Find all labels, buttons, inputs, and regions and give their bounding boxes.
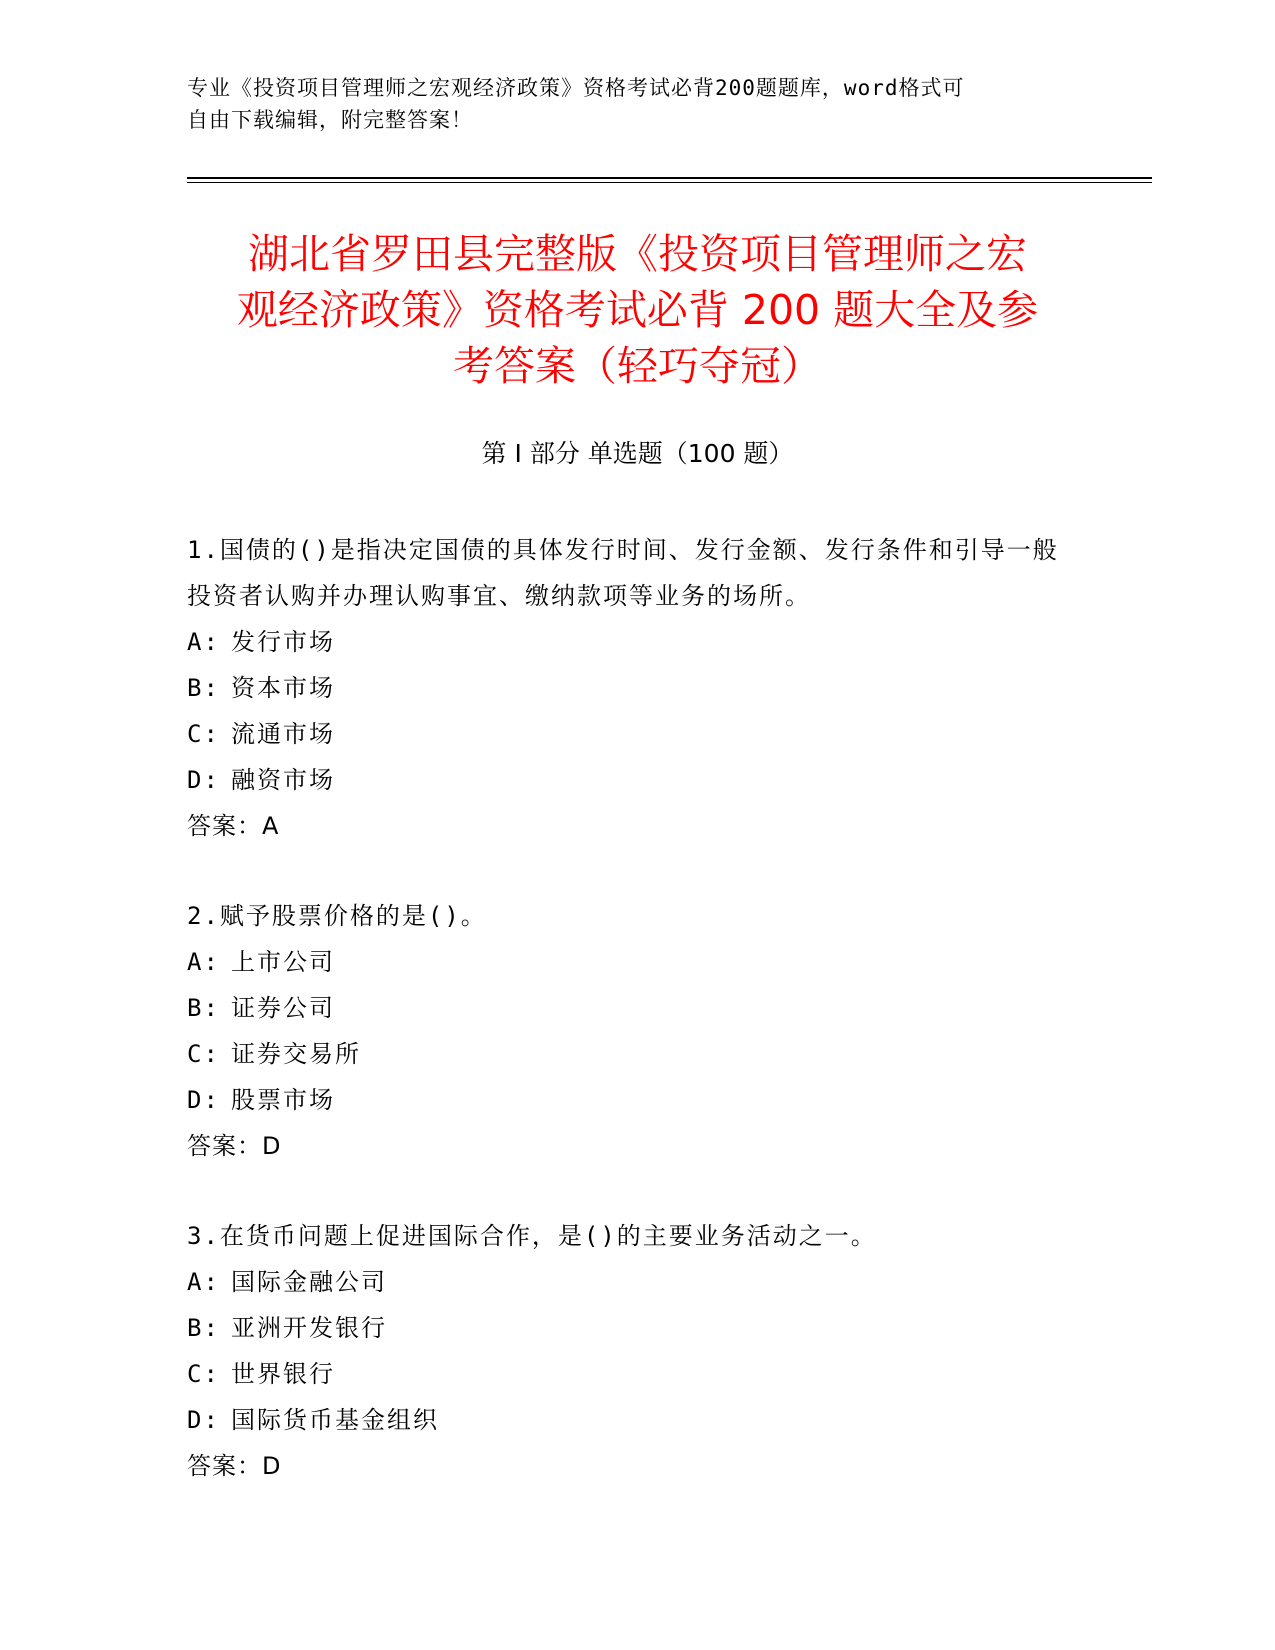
question-list bbox=[187, 527, 1067, 1533]
question-1 bbox=[187, 527, 1067, 849]
title-line-2: 观经济政策》资格考试必背 200 题大全及参 bbox=[236, 286, 1039, 334]
option-d bbox=[187, 757, 1067, 803]
option-c bbox=[187, 1031, 1067, 1077]
option-b bbox=[187, 1305, 1067, 1351]
option-a bbox=[187, 939, 1067, 985]
option-d bbox=[187, 1077, 1067, 1123]
option-letter: A: bbox=[187, 948, 220, 976]
question-2 bbox=[187, 893, 1067, 1169]
header-note-line-1: 专业《投资项目管理师之宏观经济政策》资格考试必背200题题库，word格式可 bbox=[187, 76, 965, 100]
option-b bbox=[187, 985, 1067, 1031]
option-letter: A: bbox=[187, 1268, 220, 1296]
header-note-line-2: 自由下载编辑，附完整答案！ bbox=[187, 108, 473, 132]
answer-line: 答案：D bbox=[187, 1452, 282, 1480]
option-b bbox=[187, 665, 1067, 711]
option-letter: D: bbox=[187, 766, 220, 794]
header-note bbox=[187, 72, 1067, 136]
option-text: 国际货币基金组织 bbox=[231, 1406, 439, 1434]
option-text: 证券交易所 bbox=[231, 1040, 361, 1068]
option-letter: B: bbox=[187, 994, 220, 1022]
option-text: 世界银行 bbox=[231, 1360, 335, 1388]
option-letter: C: bbox=[187, 720, 220, 748]
option-d bbox=[187, 1397, 1067, 1443]
option-letter: B: bbox=[187, 1314, 220, 1342]
option-text: 证券公司 bbox=[231, 994, 335, 1022]
question-stem: 2.赋予股票价格的是()。 bbox=[187, 902, 487, 930]
option-letter: B: bbox=[187, 674, 220, 702]
header-divider-thick bbox=[187, 177, 1152, 179]
option-text: 上市公司 bbox=[231, 948, 335, 976]
title-line-3: 考答案（轻巧夺冠） bbox=[453, 342, 822, 390]
option-text: 流通市场 bbox=[231, 720, 335, 748]
option-letter: C: bbox=[187, 1040, 220, 1068]
option-a bbox=[187, 619, 1067, 665]
answer-line: 答案：D bbox=[187, 1132, 282, 1160]
option-letter: D: bbox=[187, 1086, 220, 1114]
answer-line: 答案：A bbox=[187, 812, 280, 840]
question-stem: 3.在货币问题上促进国际合作，是()的主要业务活动之一。 bbox=[187, 1222, 877, 1250]
title-line-1: 湖北省罗田县完整版《投资项目管理师之宏 bbox=[248, 230, 1027, 278]
option-text: 亚洲开发银行 bbox=[231, 1314, 387, 1342]
section-heading: 第 I 部分 单选题（100 题） bbox=[481, 439, 794, 468]
question-stem: 1.国债的()是指决定国债的具体发行时间、发行金额、发行条件和引导一般投资者认购并办理认购事宜、缴纳款项等业务的场所。 bbox=[187, 536, 1059, 610]
option-text: 发行市场 bbox=[231, 628, 335, 656]
option-text: 股票市场 bbox=[231, 1086, 335, 1114]
option-a bbox=[187, 1259, 1067, 1305]
option-text: 融资市场 bbox=[231, 766, 335, 794]
option-text: 国际金融公司 bbox=[231, 1268, 387, 1296]
document-title bbox=[150, 226, 1125, 394]
option-letter: A: bbox=[187, 628, 220, 656]
question-3 bbox=[187, 1213, 1067, 1489]
option-letter: C: bbox=[187, 1360, 220, 1388]
option-text: 资本市场 bbox=[231, 674, 335, 702]
option-c bbox=[187, 711, 1067, 757]
option-c bbox=[187, 1351, 1067, 1397]
option-letter: D: bbox=[187, 1406, 220, 1434]
header-divider-thin bbox=[187, 182, 1152, 183]
